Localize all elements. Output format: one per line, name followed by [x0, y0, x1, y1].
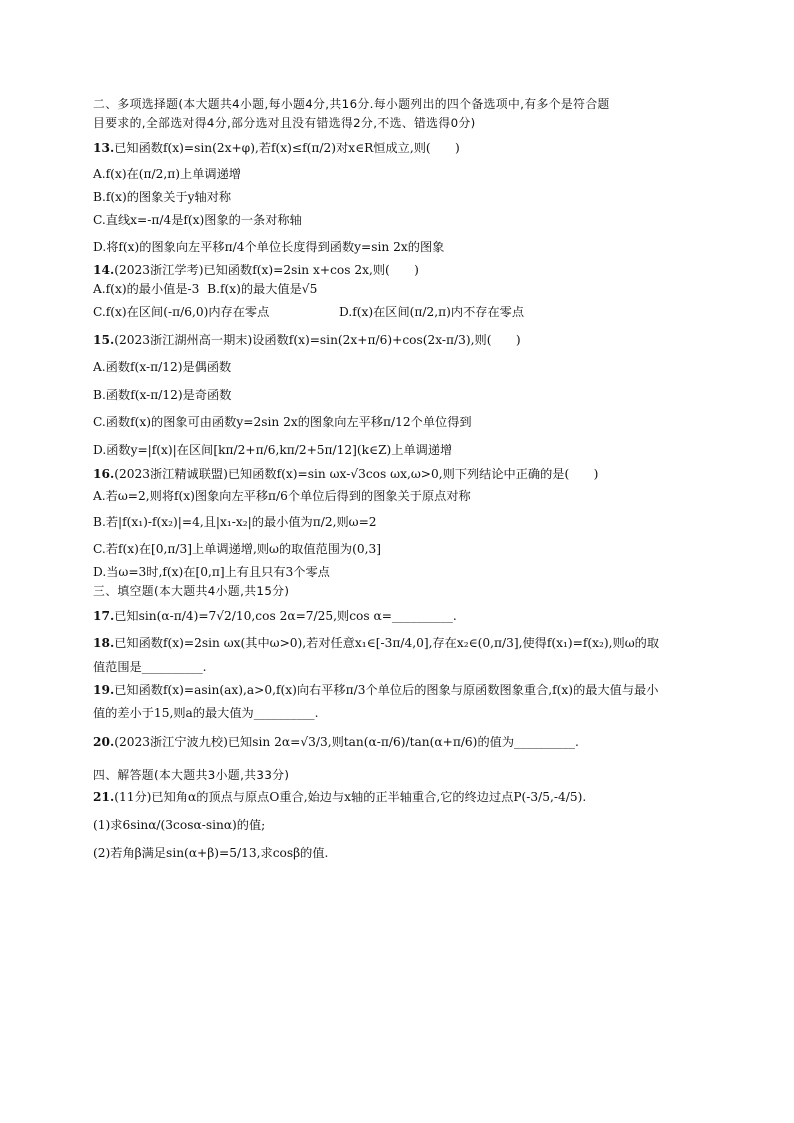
q13-stem-text: 已知函数f(x)=sin(2x+φ),若f(x)≤f(π/2)对x∈R恒成立,则( ) [114, 141, 460, 155]
q19-text-line1: 已知函数f(x)=asin(ax),a>0,f(x)向右平移π/3个单位后的图象与原函数图象重合,f(x)的最大值与最小 [114, 683, 659, 697]
q15-option-d: D.函数y=|f(x)|在区间[kπ/2+π/6,kπ/2+5π/12](k∈Z)上单调递增 [93, 443, 453, 457]
q15-option-a: A.函数f(x-π/12)是偶函数 [93, 360, 232, 374]
q14-option-b: B.f(x)的最大值是√5 [207, 282, 318, 296]
q20-number: 20. [93, 735, 115, 749]
q13-option-b: B.f(x)的图象关于y轴对称 [93, 190, 232, 204]
q21-part1: (1)求6sinα/(3cosα-sinα)的值; [93, 818, 266, 832]
q15-stem-text: (2023浙江湖州高一期末)设函数f(x)=sin(2x+π/6)+cos(2x-π/3),则( ) [114, 333, 521, 347]
q18-line1 [93, 635, 713, 651]
q13-option-d: D.将f(x)的图象向左平移π/4个单位长度得到函数y=sin 2x的图象 [93, 240, 445, 254]
q14-option-a: A.f(x)的最小值是-3 [93, 282, 200, 296]
q13-number: 13. [93, 141, 115, 155]
q21-stem-text: (11分)已知角α的顶点与原点O重合,始边与x轴的正半轴重合,它的终边过点P(-3/5,-4/5). [114, 790, 587, 804]
q15-stem [93, 332, 713, 348]
q15-option-c: C.函数f(x)的图象可由函数y=2sin 2x的图象向左平移π/12个单位得到 [93, 415, 472, 429]
q16-number: 16. [93, 467, 115, 481]
q20 [93, 734, 713, 750]
q19-line2: 值的差小于15,则a的最大值为__________. [93, 706, 319, 720]
q14-option-c: C.f(x)在区间(-π/6,0)内存在零点 [93, 305, 270, 319]
q15-number: 15. [93, 333, 115, 347]
q16-option-b: B.若|f(x₁)-f(x₂)|=4,且|x₁-x₂|的最小值为π/2,则ω=2 [93, 515, 377, 529]
section2-heading-line1: 二、多项选择题(本大题共4小题,每小题4分,共16分.每小题列出的四个备选项中,有多个是符合题 [93, 97, 610, 111]
q18-text-line1: 已知函数f(x)=2sin ωx(其中ω>0),若对任意x₁∈[-3π/4,0],存在x₂∈(0,π/3],使得f(x₁)=f(x₂),则ω的取 [114, 636, 660, 650]
q15-option-b: B.函数f(x-π/12)是奇函数 [93, 388, 232, 402]
q21-part2: (2)若角β满足sin(α+β)=5/13,求cosβ的值. [93, 846, 329, 860]
q21-number: 21. [93, 790, 115, 804]
q19-number: 19. [93, 683, 115, 697]
q13-stem [93, 140, 713, 156]
q13-option-a: A.f(x)在(π/2,π)上单调递增 [93, 167, 241, 181]
q20-text: (2023浙江宁波九校)已知sin 2α=√3/3,则tan(α-π/6)/tan(α+π/6)的值为__________. [114, 735, 579, 749]
section3-heading: 三、填空题(本大题共4小题,共15分) [93, 584, 290, 598]
q21-stem [93, 789, 713, 805]
section2-heading-line2: 目要求的,全部选对得4分,部分选对且没有错选得2分,不选、错选得0分) [93, 116, 476, 130]
q16-stem-text: (2023浙江精诚联盟)已知函数f(x)=sin ωx-√3cos ωx,ω>0,则下列结论中正确的是( ) [114, 467, 599, 481]
q16-option-d: D.当ω=3时,f(x)在[0,π]上有且只有3个零点 [93, 565, 330, 579]
q17-number: 17. [93, 609, 115, 623]
q13-option-c: C.直线x=-π/4是f(x)图象的一条对称轴 [93, 213, 302, 227]
q18-line2: 值范围是__________. [93, 660, 207, 674]
q16-option-a: A.若ω=2,则将f(x)图象向左平移π/6个单位后得到的图象关于原点对称 [93, 489, 471, 503]
q16-option-c: C.若f(x)在[0,π/3]上单调递增,则ω的取值范围为(0,3] [93, 542, 381, 556]
q16-stem [93, 466, 713, 482]
q14-options-cd [93, 304, 713, 320]
q19-line1 [93, 682, 713, 698]
q17-text: 已知sin(α-π/4)=7√2/10,cos 2α=7/25,则cos α=__________. [114, 609, 457, 623]
q14-number: 14. [93, 263, 115, 277]
q18-number: 18. [93, 636, 115, 650]
section4-heading: 四、解答题(本大题共3小题,共33分) [93, 768, 290, 782]
q14-option-d: D.f(x)在区间(π/2,π)内不存在零点 [339, 305, 525, 319]
q17 [93, 608, 713, 624]
q14-stem-text: (2023浙江学考)已知函数f(x)=2sin x+cos 2x,则( ) [114, 263, 419, 277]
q14-options-ab [93, 281, 713, 297]
q14-stem [93, 262, 713, 278]
